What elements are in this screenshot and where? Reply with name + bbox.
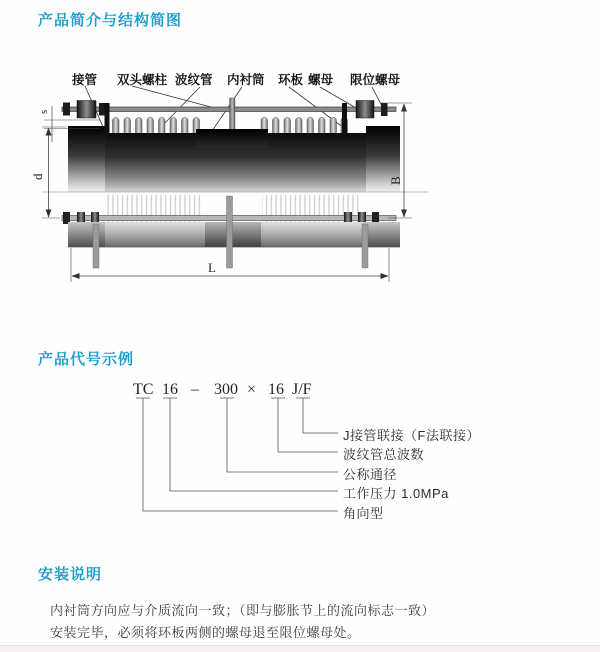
- joint-body: [68, 126, 400, 192]
- code-part-times: ×: [247, 381, 257, 398]
- install-note-1: 内衬筒方向应与介质流向一致；（即与膨胀节上的流向标志一致）: [50, 603, 436, 618]
- diagram-part-labels: [71, 72, 401, 87]
- section-title-code-example: 产品代号示例: [38, 351, 135, 368]
- label-nut: 螺母: [308, 73, 334, 87]
- callout-working-pressure: 工作压力 1.0MPa: [343, 486, 449, 501]
- callout-angular-type: 角向型: [343, 506, 384, 521]
- ring-plate-left: [105, 103, 110, 134]
- label-ring-plate: 环板: [278, 73, 304, 87]
- install-note-2: 安装完毕，必须将环板两侧的螺母退至限位螺母处。: [50, 625, 361, 640]
- code-part-pressure: 16: [162, 381, 178, 398]
- code-part-type: TC: [133, 381, 154, 398]
- dim-l-label: L: [208, 260, 216, 275]
- inner-liner-band: [196, 129, 268, 148]
- callout-nominal-diameter: 公称通径: [343, 467, 398, 482]
- dim-d-label: d: [30, 173, 45, 180]
- callout-wave-count: 波纹管总波数: [343, 447, 425, 462]
- dim-b-label: B: [388, 176, 403, 185]
- label-connecting-pipe: 接管: [72, 73, 98, 87]
- ring-plate-right: [342, 103, 347, 134]
- label-inner-liner: 内衬筒: [227, 73, 265, 87]
- label-stud: 双头螺柱: [117, 73, 168, 87]
- dim-d: [30, 127, 66, 218]
- label-limit-nut: 限位螺母: [350, 73, 401, 87]
- code-part-dash: –: [191, 381, 199, 398]
- center-stud-upper: [230, 98, 236, 134]
- page-bottom-band: [0, 645, 600, 652]
- expansion-joint-diagram: [30, 60, 450, 310]
- limit-nut-right: [381, 103, 388, 116]
- section-title-install: 安装说明: [38, 566, 103, 583]
- code-part-diameter: 300: [214, 381, 238, 398]
- label-bellows: 波纹管: [175, 73, 213, 87]
- joint-body-lower: [68, 222, 400, 247]
- upper-fasteners: [63, 101, 388, 135]
- callout-connection: J接管联接（F法联接）: [343, 428, 480, 443]
- code-callout-lines: [0, 395, 600, 520]
- code-part-connection: J/F: [292, 381, 312, 398]
- section-title-intro: 产品简介与结构简图: [38, 12, 183, 29]
- code-part-waves: 16: [268, 381, 284, 398]
- dim-s-label: s: [38, 109, 50, 114]
